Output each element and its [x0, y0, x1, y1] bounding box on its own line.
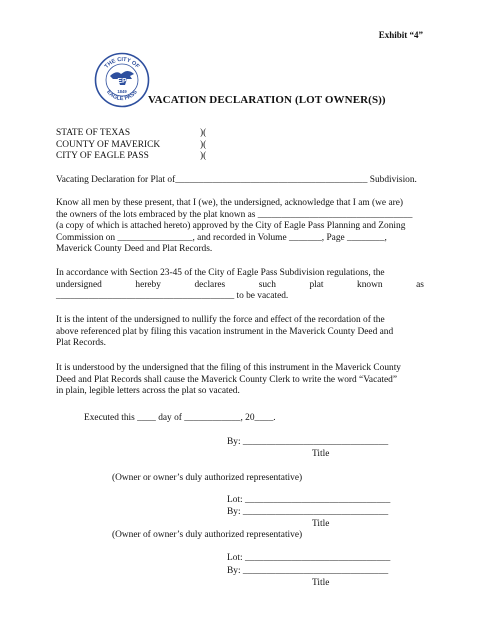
seal-top-text: THE CITY OF — [103, 56, 141, 70]
jurisdiction-label: COUNTY OF MAVERICK — [56, 139, 161, 150]
signature-by-line[interactable]: By: _______________________________ — [227, 566, 389, 576]
word: such — [258, 279, 276, 290]
vacating-line-text: Vacating Declaration for Plat of_________________________________________ Subdivision. — [56, 175, 417, 185]
jurisdiction-row — [56, 128, 206, 140]
word: as — [416, 279, 424, 290]
jurisdiction-block — [56, 128, 206, 163]
city-of-eagle-pass-seal-icon — [94, 52, 150, 108]
executed-date-line: Executed this ____ day of ____________, 20____. — [84, 413, 276, 423]
paragraph-line: Know all men by these present, that I (we), the undersigned, acknowledge that I am (we are) — [56, 198, 404, 208]
paragraph-line: Plat Records. — [56, 338, 106, 348]
paragraph-line: ______________________________________ to be vacated. — [56, 291, 289, 301]
word: hereby — [135, 279, 161, 290]
paragraph-line: (a copy of which is attached hereto) approved by the City of Eagle Pass Planning and Zoning — [56, 221, 406, 231]
signature-lot-line[interactable]: Lot: _______________________________ — [227, 553, 391, 563]
paragraph-justified-line — [56, 280, 424, 292]
jurisdiction-label: CITY OF EAGLE PASS — [56, 151, 149, 161]
representative-caption: (Owner of owner’s duly authorized representative) — [112, 530, 303, 540]
seal-bottom-text: EAGLE PASS — [105, 89, 139, 103]
word: known — [357, 279, 383, 290]
paragraph-line: It is understood by the undersigned that the filing of this instrument in the Maverick County — [56, 363, 401, 373]
document-title: VACATION DECLARATION (LOT OWNER(S)) — [148, 94, 386, 106]
word: plat — [309, 279, 324, 290]
svg-text:EP: EP — [117, 78, 127, 85]
signature-title-label: Title — [312, 449, 330, 459]
paragraph-line: Deed and Plat Records shall cause the Maverick County Clerk to write the word “Vacated” — [56, 374, 398, 385]
paragraph-line: Commission on ________________, and recorded in Volume _______, Page ________, — [56, 232, 387, 243]
jurisdiction-label: STATE OF TEXAS — [56, 128, 131, 138]
word: declares — [194, 279, 226, 290]
paragraph-line: It is the intent of the undersigned to nullify the force and effect of the recordation of the — [56, 315, 385, 325]
word: undersigned — [56, 279, 102, 290]
paragraph-line: Maverick County Deed and Plat Records. — [56, 244, 213, 254]
paragraph-filing — [56, 363, 424, 398]
jurisdiction-mark: )( — [200, 128, 207, 138]
paragraph-line: above referenced plat by filing this vacation instrument in the Maverick County Deed and — [56, 326, 394, 337]
paragraph-line: in plain, legible letters across the plat so vacated. — [56, 386, 240, 396]
jurisdiction-mark: )( — [200, 151, 207, 161]
signature-by-line[interactable]: By: _______________________________ — [227, 507, 389, 517]
seal-year: 1849 — [117, 89, 127, 94]
signature-lot-line[interactable]: Lot: _______________________________ — [227, 495, 391, 505]
exhibit-label: Exhibit “4” — [378, 30, 423, 40]
paragraph-intent — [56, 315, 424, 350]
jurisdiction-row — [56, 140, 206, 152]
paragraph-line: the owners of the lots embraced by the plat known as _________________________________ — [56, 209, 413, 220]
vacating-declaration-line — [56, 175, 424, 187]
signature-title-label: Title — [312, 578, 330, 588]
signature-title-label: Title — [312, 519, 330, 529]
paragraph-line: In accordance with Section 23-45 of the City of Eagle Pass Subdivision regulations, the — [56, 268, 385, 278]
paragraph-acknowledgement — [56, 198, 424, 256]
signature-by-line[interactable]: By: _______________________________ — [227, 437, 389, 447]
jurisdiction-mark: )( — [200, 139, 207, 150]
representative-caption: (Owner or owner’s duly authorized representative) — [112, 473, 303, 483]
paragraph-section-reference — [56, 268, 424, 303]
jurisdiction-row — [56, 151, 206, 163]
